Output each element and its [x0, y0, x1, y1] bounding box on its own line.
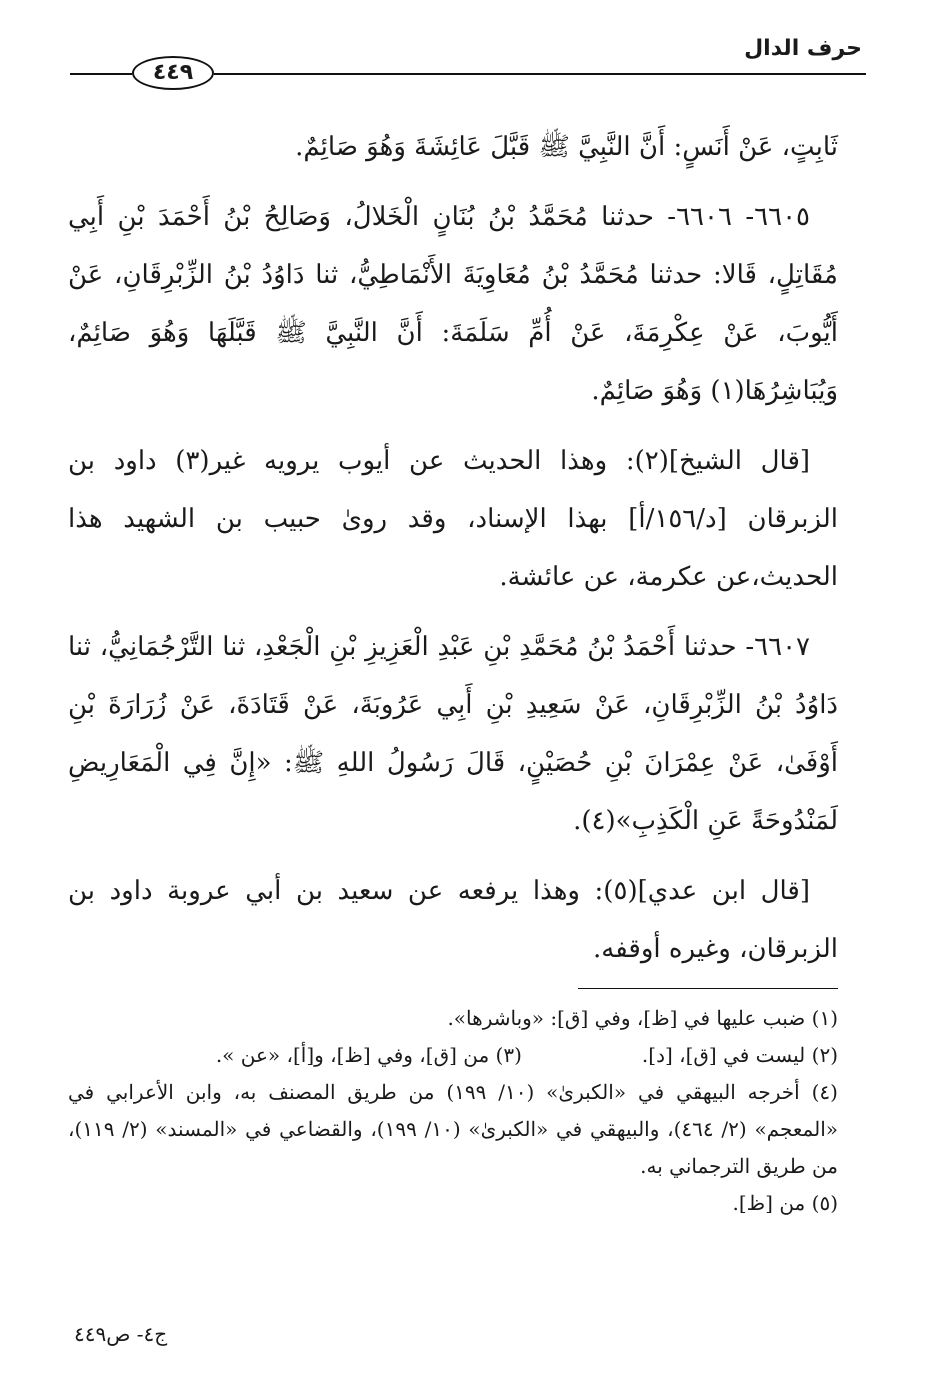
ibn-adi-comment: [قال ابن عدي](٥): وهذا يرفعه عن سعيد بن أبي عروبة داود بن الزبرقان، وغيره أوقفه.: [68, 876, 838, 964]
footnote-row-2-3: [68, 1037, 838, 1074]
footnote-5: (٥) من [ظ].: [732, 1191, 838, 1215]
main-text: [68, 118, 838, 990]
footnote-4: (٤) أخرجه البيهقي في «الكبرىٰ» (١٠/ ١٩٩) من طريق المصنف به، وابن الأعرابي في «المعجم» (٢/ ٤٦٤)، والبيهقي في «الكبرىٰ» (١٠/ ١٩٩)، والقضاعي في «المسند» (٢/ ١١٩)، من طريق الترجماني به.: [68, 1080, 839, 1178]
paragraph-continuation: ثَابِتٍ، عَنْ أَنَسٍ: أَنَّ النَّبِيَّ ﷺ قَبَّلَ عَائِشَةَ وَهُوَ صَائِمٌ.: [295, 132, 838, 162]
page-number-badge: ٤٤٩: [132, 56, 214, 90]
sheikh-comment: [قال الشيخ](٢): وهذا الحديث عن أيوب يرويه غير(٣) داود بن الزبرقان [د/١٥٦/أ] بهذا الإسناد، وقد روىٰ حبيب بن الشهيد هذا الحديث،عن عكرمة، عن عائشة.: [68, 446, 838, 592]
footnotes: [68, 1000, 838, 1222]
hadith-6607: ٦٦٠٧- حدثنا أَحْمَدُ بْنُ مُحَمَّدِ بْنِ عَبْدِ الْعَزِيزِ بْنِ الْجَعْدِ، ثنا التَّرْجُمَانِيُّ، ثنا دَاوُدُ بْنُ الزِّبْرِقَانِ، عَنْ سَعِيدِ بْنِ أَبِي عَرُوبَةَ، عَنْ قَتَادَةَ، عَنْ زُرَارَةَ بْنِ أَوْفَىٰ، عَنْ عِمْرَانَ بْنِ حُصَيْنٍ، قَالَ رَسُولُ اللهِ ﷺ: «إِنَّ فِي الْمَعَارِيضِ لَمَنْدُوحَةً عَنِ الْكَذِبِ»(٤).: [68, 632, 838, 836]
footnote-3: (٣) من [ق]، وفي [ظ]، و[أ]، «عن ».: [215, 1043, 522, 1067]
running-header-title: حرف الدال: [744, 36, 862, 61]
footnote-separator: [578, 988, 838, 989]
footnote-1: (١) ضبب عليها في [ظ]، وفي [ق]: «وباشرها».: [447, 1006, 838, 1030]
footnote-2: (٢) ليست في [ق]، [د].: [641, 1043, 838, 1067]
page-footer-reference: ج٤- ص٤٤٩: [74, 1322, 168, 1346]
header-rule: [214, 73, 866, 75]
header-rule-left: [70, 73, 132, 75]
hadith-6605-6606: ٦٦٠٥- ٦٦٠٦- حدثنا مُحَمَّدُ بْنُ بُنَانٍ الْخَلالُ، وَصَالِحُ بْنُ أَحْمَدَ بْنِ أَبِي مُقَاتِلٍ، قَالا: حدثنا مُحَمَّدُ بْنُ مُعَاوِيَةَ الأَنْمَاطِيُّ، ثنا دَاوُدُ بْنُ الزِّبْرِقَانِ، عَنْ أَيُّوبَ، عَنْ عِكْرِمَةَ، عَنْ أُمِّ سَلَمَةَ: أَنَّ النَّبِيَّ ﷺ قَبَّلَهَا وَهُوَ صَائِمٌ، وَيُبَاشِرُهَا(١) وَهُوَ صَائِمٌ.: [68, 202, 838, 406]
